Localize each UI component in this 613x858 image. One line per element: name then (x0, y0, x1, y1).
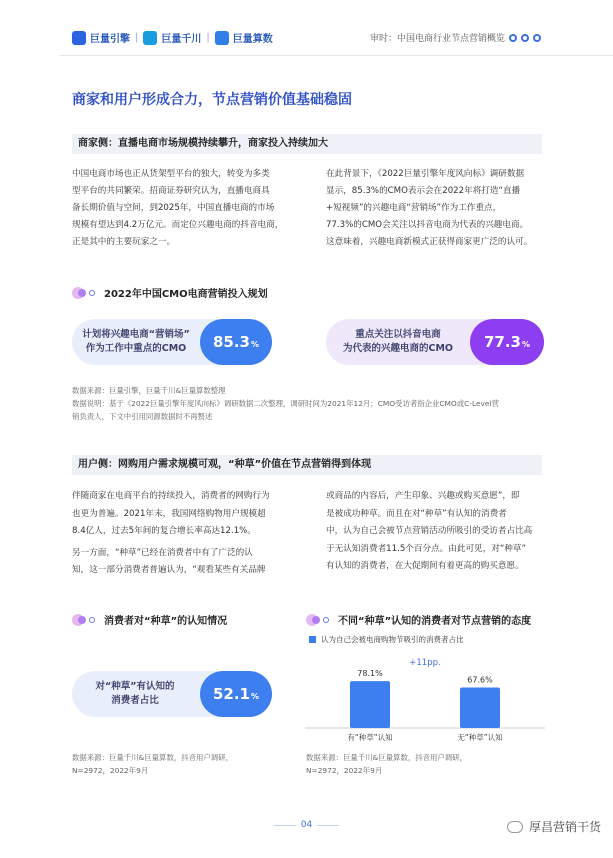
difference-annotation: +11pp. (409, 658, 441, 669)
data-source: 数据来源：巨量引擎，巨量千川&巨量算数整理 (72, 386, 226, 395)
stat-card-cmo-marketing (72, 319, 272, 365)
logo-engine: 巨量引擎 (90, 34, 130, 45)
wechat-icon (507, 821, 523, 833)
stat-label: 计划将兴趣电商“营销场” 作为工作中重点的CMO (82, 329, 190, 354)
data-label: 78.1% (357, 669, 383, 679)
bubble-ornament-icon (72, 286, 98, 300)
awareness-chart-heading: 消费者对“种草”的认知情况 (72, 612, 227, 627)
user-left-source: 数据来源：巨量千川&巨量算数，抖音用户调研， N=2972，2022年9月 (72, 753, 233, 775)
attitude-chart-heading: 不同“种草”认知的消费者对节点营销的态度 (306, 612, 531, 627)
bubble-ornament-icon (72, 613, 98, 627)
bar (350, 681, 390, 728)
stat-value: 52.1 % (200, 671, 272, 717)
data-note: 销负责人，下文中引用同源数据时不再赘述 (72, 412, 213, 421)
stat-value: 85.3 % (200, 319, 272, 365)
chart-legend (309, 634, 464, 645)
header-report-title: 审时：中国电商行业节点营销概览 (369, 34, 505, 44)
suanshu-logo-icon (215, 31, 229, 45)
watermark-text: 厚昌营销干货 (528, 820, 601, 834)
logo-qianchuan: 巨量千川 (161, 34, 202, 45)
engine-logo-icon (72, 31, 86, 45)
data-label: 67.6% (467, 675, 493, 685)
bar (460, 687, 500, 728)
stat-card-awareness (72, 671, 272, 717)
wechat-watermark (507, 818, 601, 835)
header-divider (60, 55, 613, 56)
qianchuan-logo-icon (143, 31, 157, 45)
merchant-notes (72, 384, 552, 423)
logo-suanshu: 巨量算数 (232, 34, 273, 45)
dot-icon (509, 34, 517, 42)
legend-label: 认为自己会被电商购物节吸引的消费者占比 (321, 635, 464, 644)
dot-icon (533, 34, 541, 42)
stat-value: 77.3 % (470, 319, 544, 365)
bubble-ornament-icon (306, 613, 332, 627)
merchant-section-bar: 商家侧：直播电商市场规模持续攀升，商家投入持续加大 (72, 134, 542, 154)
header-subtitle (370, 31, 541, 44)
footer-line-right (317, 825, 339, 826)
cmo-chart-heading: 2022年中国CMO电商营销投入规划 (72, 285, 268, 300)
attitude-bar-chart (300, 650, 550, 746)
category-label: 无“种草”认知 (457, 733, 503, 742)
data-note: 数据说明：基于《2022巨量引擎年度风向标》调研数据二次整理，调研时间为2021年12月；CMO受访者指企业CMO或C-Level营 (72, 399, 499, 408)
dot-icon (521, 34, 529, 42)
legend-swatch (309, 636, 316, 643)
category-label: 有“种草”认知 (347, 733, 393, 742)
stat-card-cmo-douyin (326, 319, 544, 365)
merchant-right-paragraph: 在此背景下，《2022巨量引擎年度风向标》调研数据 显示，85.3%的CMO表示会在2022年将打造“直播 +短视频”的兴趣电商“营销场”作为工作重点， 77.3%的CMO会关注以抖音电商为代表的兴趣电商。 这意味着，兴趣电商新模式正获得商家更广泛的认可。 (326, 169, 533, 247)
stat-label: 重点关注以抖音电商 为代表的兴趣电商的CMO (342, 329, 453, 354)
brand-logos: 巨量引擎 | 巨量千川 | 巨量算数 (72, 30, 273, 45)
user-right-source: 数据来源：巨量千川&巨量算数，抖音用户调研， N=2972，2022年9月 (306, 753, 467, 775)
user-left-paragraph: 伴随商家在电商平台的持续投入，消费者的网购行为 也更为普遍。2021年末，我国网络购物用户规模超 8.4亿人，过去5年间的复合增长率高达12.1%。 另一方面，“种草”已经在消费者中有了广泛的认 知，这一部分消费者普遍认为，“观看某些有关品牌 (72, 491, 270, 575)
page-title: 商家和用户形成合力，节点营销价值基础稳固 (72, 92, 352, 108)
merchant-left-paragraph: 中国电商市场也正从货架型平台的独大，转变为多类 型平台的共同繁荣。招商证券研究认为，直播电商具 备长期价值与空间，到2025年，中国直播电商的市场 规模有望达到4.2万亿元。而定位兴趣电商的抖音电商， 正是其中的主要玩家之一。 (72, 169, 284, 247)
user-section-bar: 用户侧：网购用户需求规模可观，“种草”价值在节点营销得到体现 (72, 455, 542, 475)
stat-label: 对“种草”有认知的 消费者占比 (95, 681, 175, 706)
user-right-paragraph: 或商品的内容后，产生印象、兴趣或购买意愿”，即 是被成功种草。而且在对“种草”有认知的消费者 中，认为自己会被节点营销活动所吸引的受访者占比高 于无认知消费者11.5个百分点。由此可见，对“种草” 有认知的消费者，在大促期间有着更高的购买意愿。 (326, 491, 533, 571)
page-number: 04 (300, 820, 313, 830)
